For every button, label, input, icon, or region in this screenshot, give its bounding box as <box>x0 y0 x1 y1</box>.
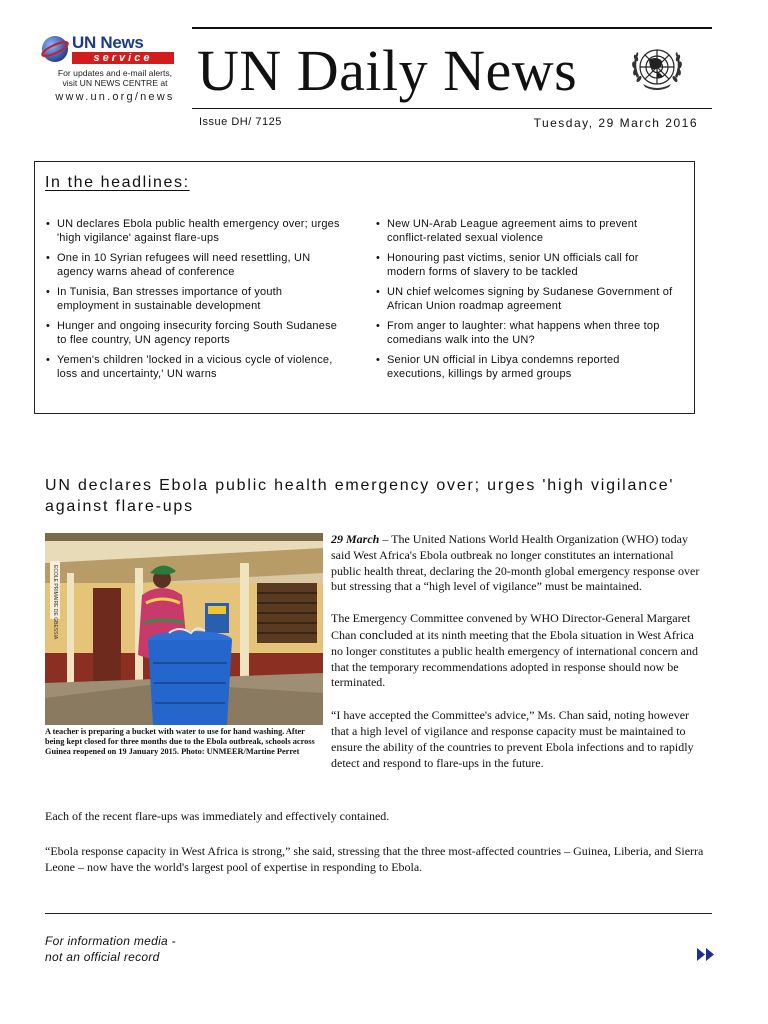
article-paragraph-1-text: – The United Nations World Health Organization (WHO) today said West Africa's Ebola outbreak no longer constitutes an international public health threat, declaring the 20-month global emergency response over but stressing that a “high level of vigilance” must be maintained. <box>331 532 700 594</box>
footer-note-line-1: For information media - <box>45 934 176 948</box>
headline-item[interactable]: • UN chief welcomes signing by Sudanese Government of African Union roadmap agreement <box>375 285 675 319</box>
photo-caption: A teacher is preparing a bucket with water to use for hand washing. After being kept closed for three months due to the Ebola outbreak, schools across Guinea reopened on 19 January 2015. Photo: UNMEER/Martine Perret <box>45 727 315 756</box>
headline-item[interactable]: • From anger to laughter: what happens when three top comedians walk into the UN? <box>375 319 675 353</box>
article-dateline: 29 March <box>331 532 380 546</box>
photo-illustration <box>45 533 323 725</box>
article-paragraph-3-b: , noting however that a high level of vigilance and response capacity must be maintained to ensure the ability of the countries to prevent Ebola infections and to rapidly detect and respond to flare-ups in the future. <box>331 708 694 770</box>
headline-item[interactable]: • New UN-Arab League agreement aims to prevent conflict-related sexual violence <box>375 217 675 251</box>
article-paragraph-2 <box>331 611 703 691</box>
footer-note <box>45 933 176 965</box>
headline-item[interactable]: • Yemen's children 'locked in a vicious cycle of violence, loss and uncertainty,' UN warns <box>45 353 345 387</box>
logo-service-label: service <box>72 52 174 64</box>
logo-tagline <box>40 68 190 88</box>
logo-tagline-line-1: For updates and e-mail alerts, <box>57 68 173 78</box>
logo-tagline-line-2: visit UN NEWS CENTRE at <box>62 78 168 88</box>
logo-name: UN News <box>72 33 144 52</box>
double-arrow-right-icon[interactable] <box>696 948 716 961</box>
article-paragraph-2-a: The Emergency Committee convened by WHO Director-General Margaret Chan <box>331 611 691 642</box>
masthead-rule-bottom <box>192 108 712 109</box>
headline-item[interactable]: • Senior UN official in Libya condemns reported executions, killings by armed groups <box>375 353 675 387</box>
article-paragraph-3 <box>331 707 703 771</box>
headline-item[interactable]: • Hunger and ongoing insecurity forcing South Sudanese to flee country, UN agency reports <box>45 319 345 353</box>
news-centre-link[interactable]: www.un.org/news <box>55 91 175 103</box>
issue-date: Tuesday, 29 March 2016 <box>533 116 698 130</box>
concluded-link[interactable]: concluded <box>359 626 413 642</box>
headlines-list-left <box>45 217 345 387</box>
masthead-title: UN Daily News <box>197 38 578 103</box>
headlines-box <box>34 161 695 414</box>
article-photo <box>45 533 323 725</box>
issue-number: Issue DH/ 7125 <box>199 116 282 128</box>
footer-note-line-2: not an official record <box>45 950 160 964</box>
headline-item[interactable]: • In Tunisia, Ban stresses importance of youth employment in sustainable development <box>45 285 345 319</box>
article-paragraph-2-b: at its ninth meeting that the Ebola situation in West Africa no longer constitutes a public health emergency of international concern and that the temporary recommendations adopted in response should now be terminated. <box>331 627 698 690</box>
un-news-logo <box>40 34 190 103</box>
headline-item[interactable]: • One in 10 Syrian refugees will need resettling, UN agency warns ahead of conference <box>45 251 345 285</box>
article-paragraph-1 <box>331 532 703 595</box>
article-paragraph-3-a: “I have accepted the Committee's advice,” Ms. Chan <box>331 708 588 723</box>
article-body-column <box>331 532 703 787</box>
article-title: UN declares Ebola public health emergency over; urges 'high vigilance' against flare-ups <box>45 477 675 515</box>
article-paragraph-5: “Ebola response capacity in West Africa is strong,” she said, stressing that the three most-affected countries – Guinea, Liberia, and Sierra Leone – now have the world's largest pool of expertise in responding to Ebola. <box>45 844 704 874</box>
article-paragraph-4: Each of the recent flare-ups was immediately and effectively contained. <box>45 809 390 823</box>
logo-row <box>40 34 190 64</box>
globe-icon <box>40 34 70 64</box>
un-emblem-icon <box>627 38 687 98</box>
said-link[interactable]: said <box>587 707 609 723</box>
logo-words <box>72 34 174 64</box>
headline-item[interactable]: • UN declares Ebola public health emergency over; urges 'high vigilance' against flare-ups <box>45 217 345 251</box>
headline-item[interactable]: • Honouring past victims, senior UN officials call for modern forms of slavery to be tackled <box>375 251 675 285</box>
photo-school-sign: ECOLE PRIMAIRE DE GBESSIA <box>52 565 58 640</box>
headlines-list-right <box>375 217 675 387</box>
headlines-title: In the headlines: <box>45 174 190 191</box>
footer-rule <box>45 913 712 914</box>
masthead-rule-top <box>192 27 712 29</box>
